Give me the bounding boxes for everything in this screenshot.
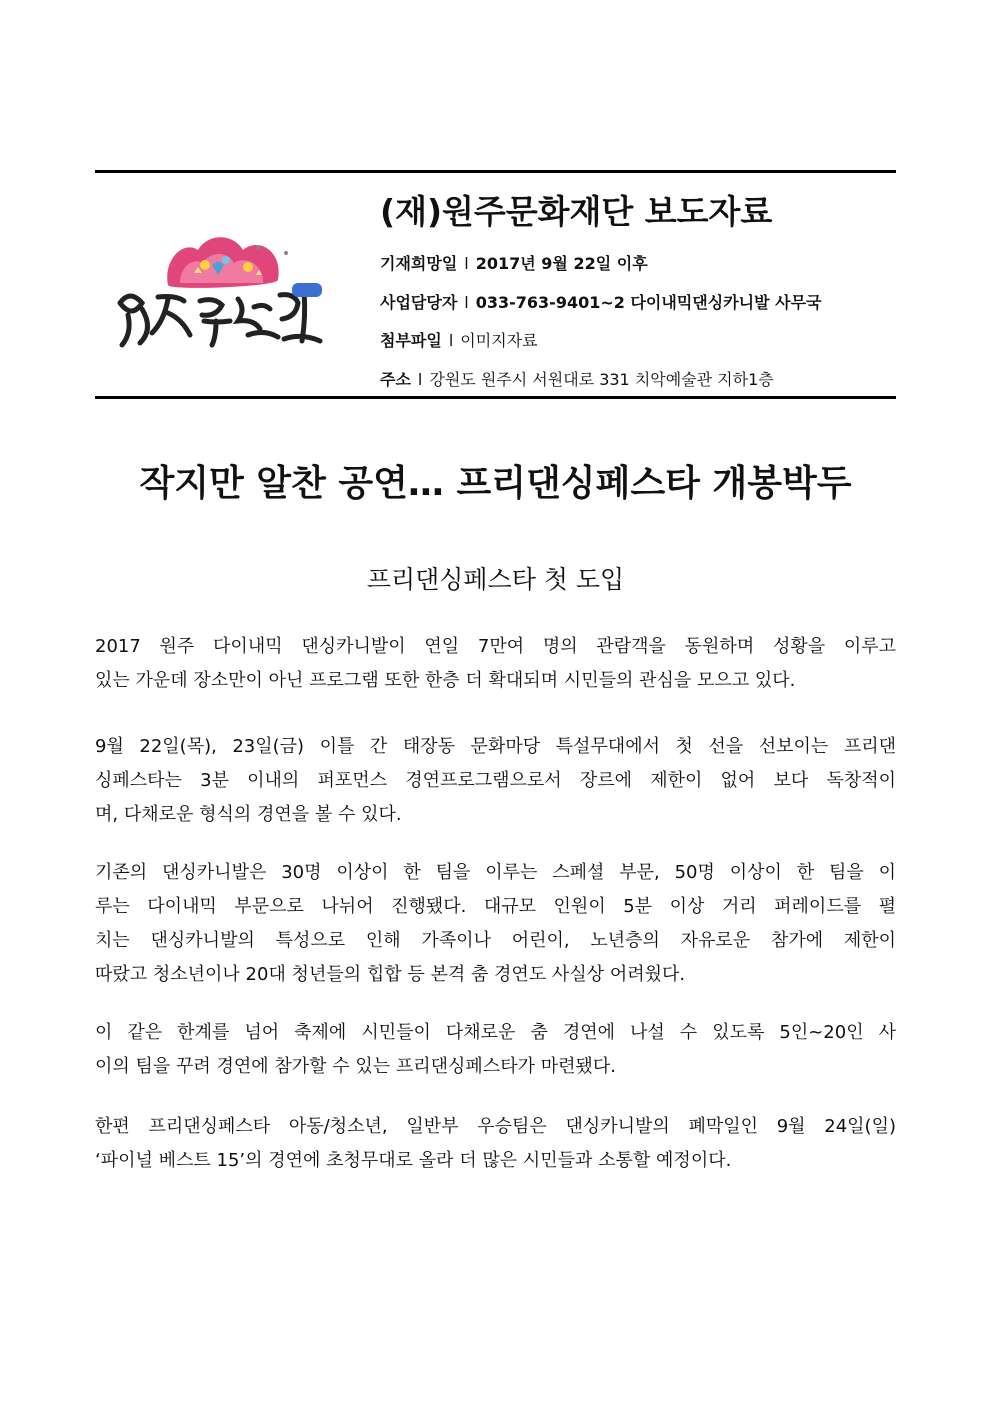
paragraph-line: 한편 프리댄싱페스타 아동/청소년, 일반부 우승팀은 댄싱카니발의 폐막일인 9월 24일(일) [95,1116,896,1137]
paragraph-line: 기존의 댄싱카니발은 30명 이상이 한 팀을 이루는 스페셜 부문, 50명 이상이 한 팀을 이 [95,862,896,883]
header-top-rule [95,170,896,173]
meta-separator: l [464,254,469,273]
press-release-title: (재)원주문화재단 보도자료 [380,192,773,231]
article-paragraph [95,1016,896,1084]
meta-publish-date [380,251,648,274]
meta-value: 2017년 9월 22일 이후 [475,254,648,273]
paragraph-line: 치는 댄싱카니발의 특성으로 인해 가족이나 어린이, 노년층의 자유로운 참가에 제한이 [95,930,896,951]
meta-value: 이미지자료 [460,331,538,350]
article-paragraph [95,1110,896,1178]
paragraph-line: 2017 원주 다이내믹 댄싱카니발이 연일 7만여 명의 관람객을 동원하며 성황을 이루고 [95,636,896,657]
meta-attachment [380,328,538,351]
paragraph-line: 이의 팀을 꾸려 경연에 참가할 수 있는 프리댄싱페스타가 마련됐다. [95,1056,616,1077]
paragraph-line: 따랐고 청소년이나 20대 청년들의 힙합 등 본격 춤 경연도 사실상 어려웠다. [95,964,686,985]
article-paragraph [95,856,896,992]
foundation-logo [108,225,338,355]
meta-contact [380,290,822,313]
header-bottom-rule [95,396,896,399]
article-paragraph [95,730,896,832]
paragraph-line: 싱페스타는 3분 이내의 퍼포먼스 경연프로그램으로서 장르에 제한이 없어 보다 독창적이 [95,770,896,791]
paragraph-line: 9월 22일(목), 23일(금) 이틀 간 태장동 문화마당 특설무대에서 첫 선을 선보이는 프리댄 [95,736,896,757]
meta-value: 033-763-9401~2 다이내믹댄싱카니발 사무국 [475,293,822,312]
article-headline: 작지만 알찬 공연… 프리댄싱페스타 개봉박두 [139,463,852,504]
meta-separator: l [464,293,469,312]
meta-address [380,367,774,390]
article-subtitle: 프리댄싱페스타 첫 도입 [366,565,625,594]
paragraph-line: 루는 다이내믹 부문으로 나뉘어 진행됐다. 대규모 인원이 5분 이상 거리 퍼레이드를 펼 [95,896,896,917]
meta-value: 강원도 원주시 서원대로 331 치악예술관 지하1층 [429,370,774,389]
paragraph-line: 며, 다채로운 형식의 경연을 볼 수 있다. [95,804,402,825]
paragraph-line: 있는 가운데 장소만이 아닌 프로그램 또한 한층 더 확대되며 시민들의 관심을 모으고 있다. [95,670,796,691]
meta-separator: l [448,331,454,350]
paragraph-line: ‘파이널 베스트 15’의 경연에 초청무대로 올라 더 많은 시민들과 소통할 예정이다. [95,1150,732,1171]
meta-separator: l [417,370,423,389]
meta-key: 기재희망일 [380,254,458,273]
meta-key: 첨부파일 [380,331,442,350]
article-paragraph [95,630,896,698]
meta-key: 주소 [380,370,411,389]
paragraph-line: 이 같은 한계를 넘어 축제에 시민들이 다채로운 춤 경연에 나설 수 있도록 5인~20인 사 [95,1022,896,1043]
meta-key: 사업담당자 [380,293,458,312]
